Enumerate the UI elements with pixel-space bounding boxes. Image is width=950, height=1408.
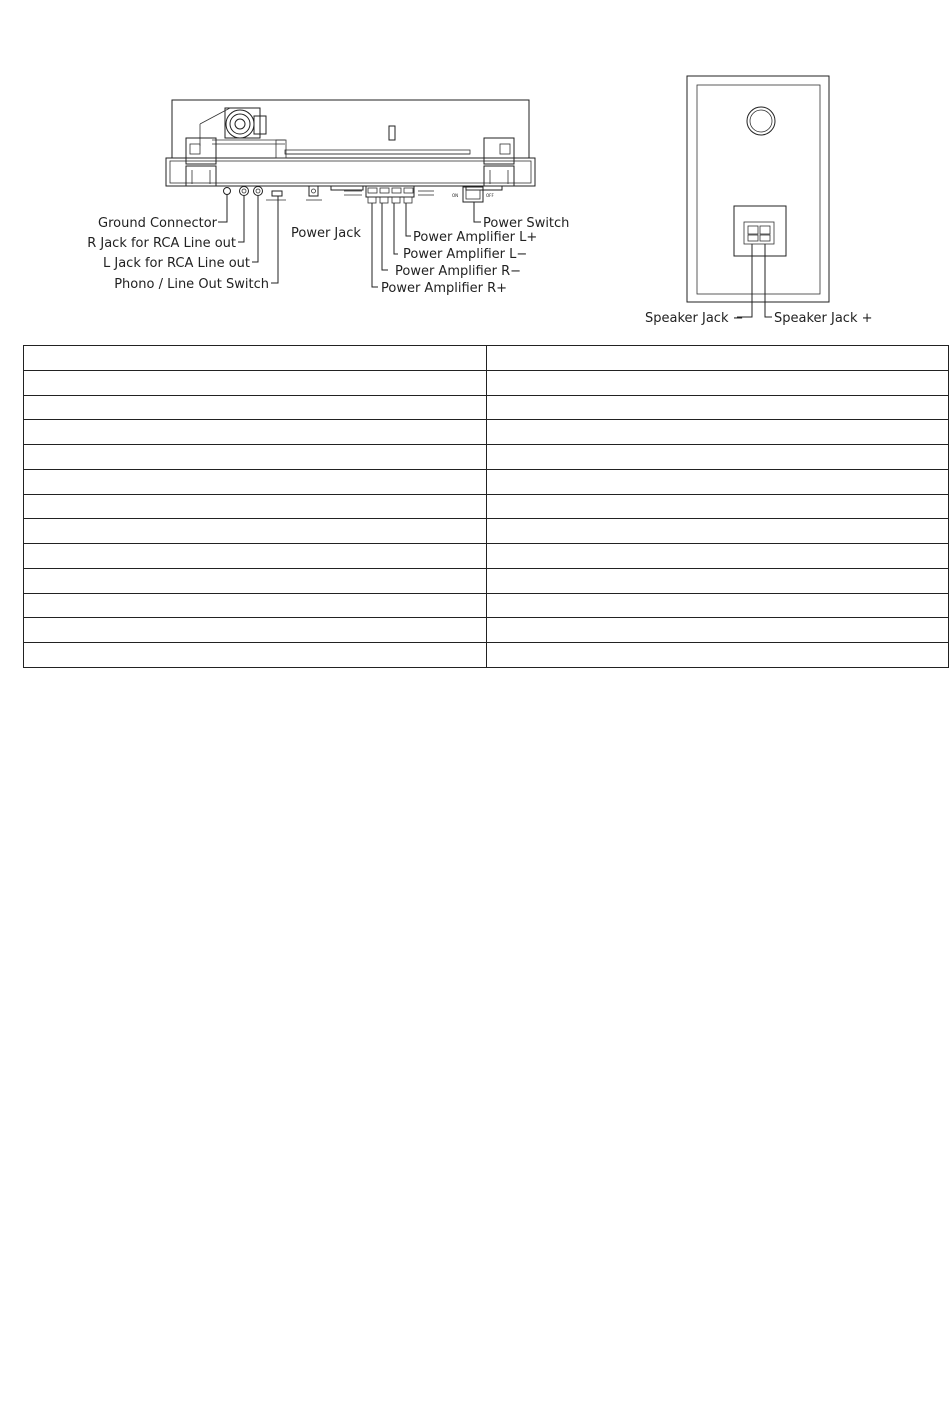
table-cell-left <box>24 593 487 618</box>
switch-on-mark: ON <box>452 193 459 198</box>
table-row <box>24 643 949 668</box>
table-cell-left <box>24 618 487 643</box>
table-row <box>24 395 949 420</box>
amp-r-minus-label: Power Amplifier R− <box>395 264 522 279</box>
table-cell-right <box>487 544 949 569</box>
table-row <box>24 593 949 618</box>
power-jack-label: Power Jack <box>291 226 361 241</box>
spec-table <box>23 345 949 668</box>
table-cell-right <box>487 494 949 519</box>
tonearm-icon <box>200 108 286 158</box>
table-row <box>24 445 949 470</box>
ground-connector-icon <box>224 188 231 201</box>
left-hinge-icon <box>186 138 216 186</box>
amp-l-minus-label: Power Amplifier L− <box>403 247 528 262</box>
phono-line-switch-icon <box>266 191 286 200</box>
table-cell-left <box>24 568 487 593</box>
speaker-jack-plus-label: Speaker Jack + <box>774 311 873 326</box>
spec-table-body <box>24 346 949 668</box>
speaker-rear-view <box>645 76 873 326</box>
table-row <box>24 420 949 445</box>
table-row <box>24 519 949 544</box>
table-row <box>24 568 949 593</box>
table-row <box>24 544 949 569</box>
turntable-rear-view <box>87 100 569 296</box>
bass-port-icon <box>747 107 775 135</box>
table-cell-right <box>487 568 949 593</box>
right-hinge-icon <box>484 138 514 186</box>
table-cell-right <box>487 519 949 544</box>
power-switch-label: Power Switch <box>483 216 570 231</box>
rca-jack-r-icon <box>240 187 249 196</box>
switch-off-mark: OFF <box>486 193 494 198</box>
table-cell-right <box>487 593 949 618</box>
table-row <box>24 469 949 494</box>
table-cell-right <box>487 395 949 420</box>
table-cell-right <box>487 370 949 395</box>
amp-r-plus-label: Power Amplifier R+ <box>381 281 508 296</box>
table-cell-right <box>487 420 949 445</box>
table-cell-left <box>24 494 487 519</box>
table-cell-left <box>24 420 487 445</box>
table-row <box>24 346 949 371</box>
table-cell-right <box>487 469 949 494</box>
table-cell-left <box>24 370 487 395</box>
amplifier-terminal-block-icon <box>344 186 434 203</box>
table-cell-right <box>487 618 949 643</box>
table-row <box>24 370 949 395</box>
table-cell-left <box>24 445 487 470</box>
table-cell-left <box>24 519 487 544</box>
table-cell-left <box>24 395 487 420</box>
r-jack-label: R Jack for RCA Line out <box>87 236 236 251</box>
speaker-terminal-icon <box>734 206 786 256</box>
table-cell-left <box>24 346 487 371</box>
power-jack-icon <box>306 186 322 200</box>
speaker-jack-minus-label: Speaker Jack − <box>645 311 744 326</box>
connection-diagram <box>0 0 950 340</box>
table-cell-left <box>24 469 487 494</box>
table-row <box>24 494 949 519</box>
ground-connector-label: Ground Connector <box>98 216 217 231</box>
power-switch-icon <box>452 187 494 202</box>
rca-jack-l-icon <box>254 187 263 196</box>
table-row <box>24 618 949 643</box>
table-cell-right <box>487 445 949 470</box>
amp-l-plus-label: Power Amplifier L+ <box>413 230 538 245</box>
table-cell-left <box>24 643 487 668</box>
table-cell-right <box>487 346 949 371</box>
l-jack-label: L Jack for RCA Line out <box>103 256 250 271</box>
phono-switch-label: Phono / Line Out Switch <box>114 277 269 292</box>
table-cell-left <box>24 544 487 569</box>
table-cell-right <box>487 643 949 668</box>
